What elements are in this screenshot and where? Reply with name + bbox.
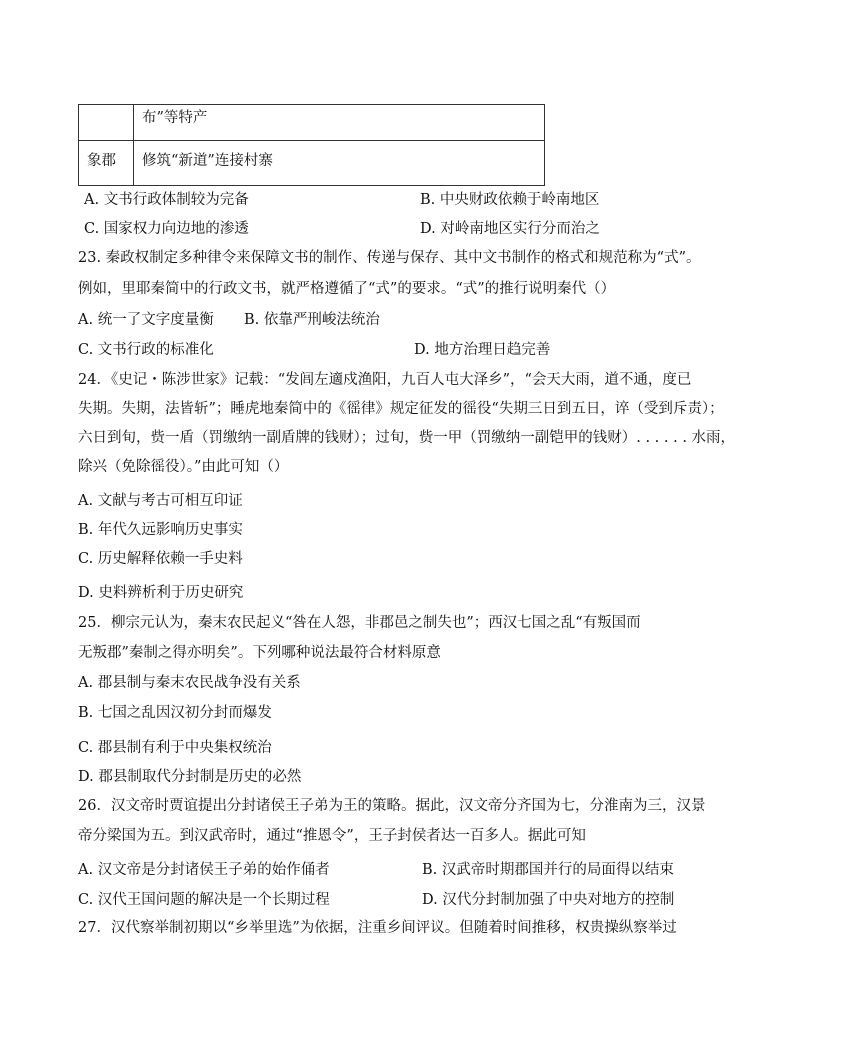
q25-option-b: B. 七国之乱因汉初分封而爆发 xyxy=(78,705,272,721)
q24-option-b: B. 年代久远影响历史事实 xyxy=(78,522,243,538)
q26-stem-line: 26．汉文帝时贾谊提出分封诸侯王子弟为王的策略。据此，汉文帝分齐国为七，分淮南为三，汉景 xyxy=(78,798,706,814)
table-row xyxy=(79,105,545,141)
q23-stem-line: 23. 秦政权制定多种律令来保障文书的制作、传递与保存、其中文书制作的格式和规范称为“式”。 xyxy=(78,250,701,266)
q24-option-d: D. 史料辨析利于历史研究 xyxy=(78,585,244,601)
data-table xyxy=(78,104,545,186)
q24-stem-line: 失期。失期，法皆斩”；睡虎地秦简中的《徭律》规定征发的徭役“失期三日到五日，谇（受到斥责）； xyxy=(78,401,724,417)
q24-option-c: C. 历史解释依赖一手史料 xyxy=(78,551,243,567)
q22-option-d: D. 对岭南地区实行分而治之 xyxy=(420,221,600,237)
table-cell: 布”等特产 xyxy=(134,105,545,141)
table-row xyxy=(79,141,545,186)
q25-stem-line: 25．柳宗元认为，秦末农民起义“咎在人怨，非郡邑之制失也”；西汉七国之乱“有叛国而 xyxy=(78,615,641,631)
q26-stem-line: 帝分梁国为五。到汉武帝时，通过“推恩令”，王子封侯者达一百多人。据此可知 xyxy=(78,828,586,844)
q24-stem-line: 六日到旬，赀一盾（罚缴纳一副盾牌的钱财）；过旬，赀一甲（罚缴纳一副铠甲的钱财）. . . . . . 水雨， xyxy=(78,430,736,446)
q22-option-a: A. 文书行政体制较为完备 xyxy=(84,192,249,208)
q24-stem-line: 24．《史记・陈涉世家》记载：“发闾左適戍渔阳，九百人屯大泽乡”，“会天大雨，道不通，度已 xyxy=(78,372,692,388)
q23-option-b: B. 依靠严刑峻法统治 xyxy=(244,312,380,328)
q26-option-b: B. 汉武帝时期郡国并行的局面得以结束 xyxy=(422,862,674,878)
q25-option-d: D. 郡县制取代分封制是历史的必然 xyxy=(78,769,302,785)
q23-option-c: C. 文书行政的标准化 xyxy=(78,342,214,358)
q22-option-b: B. 中央财政依赖于岭南地区 xyxy=(420,192,600,208)
q23-option-d: D. 地方治理日趋完善 xyxy=(414,342,551,358)
q23-option-a: A. 统一了文字度量衡 xyxy=(78,312,214,328)
q27-stem-line: 27．汉代察举制初期以“乡举里选”为依据，注重乡间评议。但随着时间推移，权贵操纵察举过 xyxy=(78,920,677,936)
table-cell: 象郡 xyxy=(79,141,134,186)
q22-option-c: C. 国家权力向边地的渗透 xyxy=(84,221,249,237)
q26-option-d: D. 汉代分封制加强了中央对地方的控制 xyxy=(422,892,675,908)
q25-option-c: C. 郡县制有利于中央集权统治 xyxy=(78,740,272,756)
q25-stem-line: 无叛郡”秦制之得亦明矣”。下列哪种说法最符合材料原意 xyxy=(78,645,441,661)
table-cell xyxy=(79,105,134,141)
q23-stem-line: 例如，里耶秦简中的行政文书，就严格遵循了“式”的要求。“式”的推行说明秦代（） xyxy=(78,281,616,297)
q26-option-c: C. 汉代王国问题的解决是一个长期过程 xyxy=(78,892,330,908)
q24-stem-line: 除兴（免除徭役）。”由此可知（） xyxy=(78,459,289,475)
table-cell: 修筑“新道”连接村寨 xyxy=(134,141,545,186)
q26-option-a: A. 汉文帝是分封诸侯王子弟的始作俑者 xyxy=(78,862,330,878)
q24-option-a: A. 文献与考古可相互印证 xyxy=(78,493,243,509)
q25-option-a: A. 郡县制与秦末农民战争没有关系 xyxy=(78,675,301,691)
